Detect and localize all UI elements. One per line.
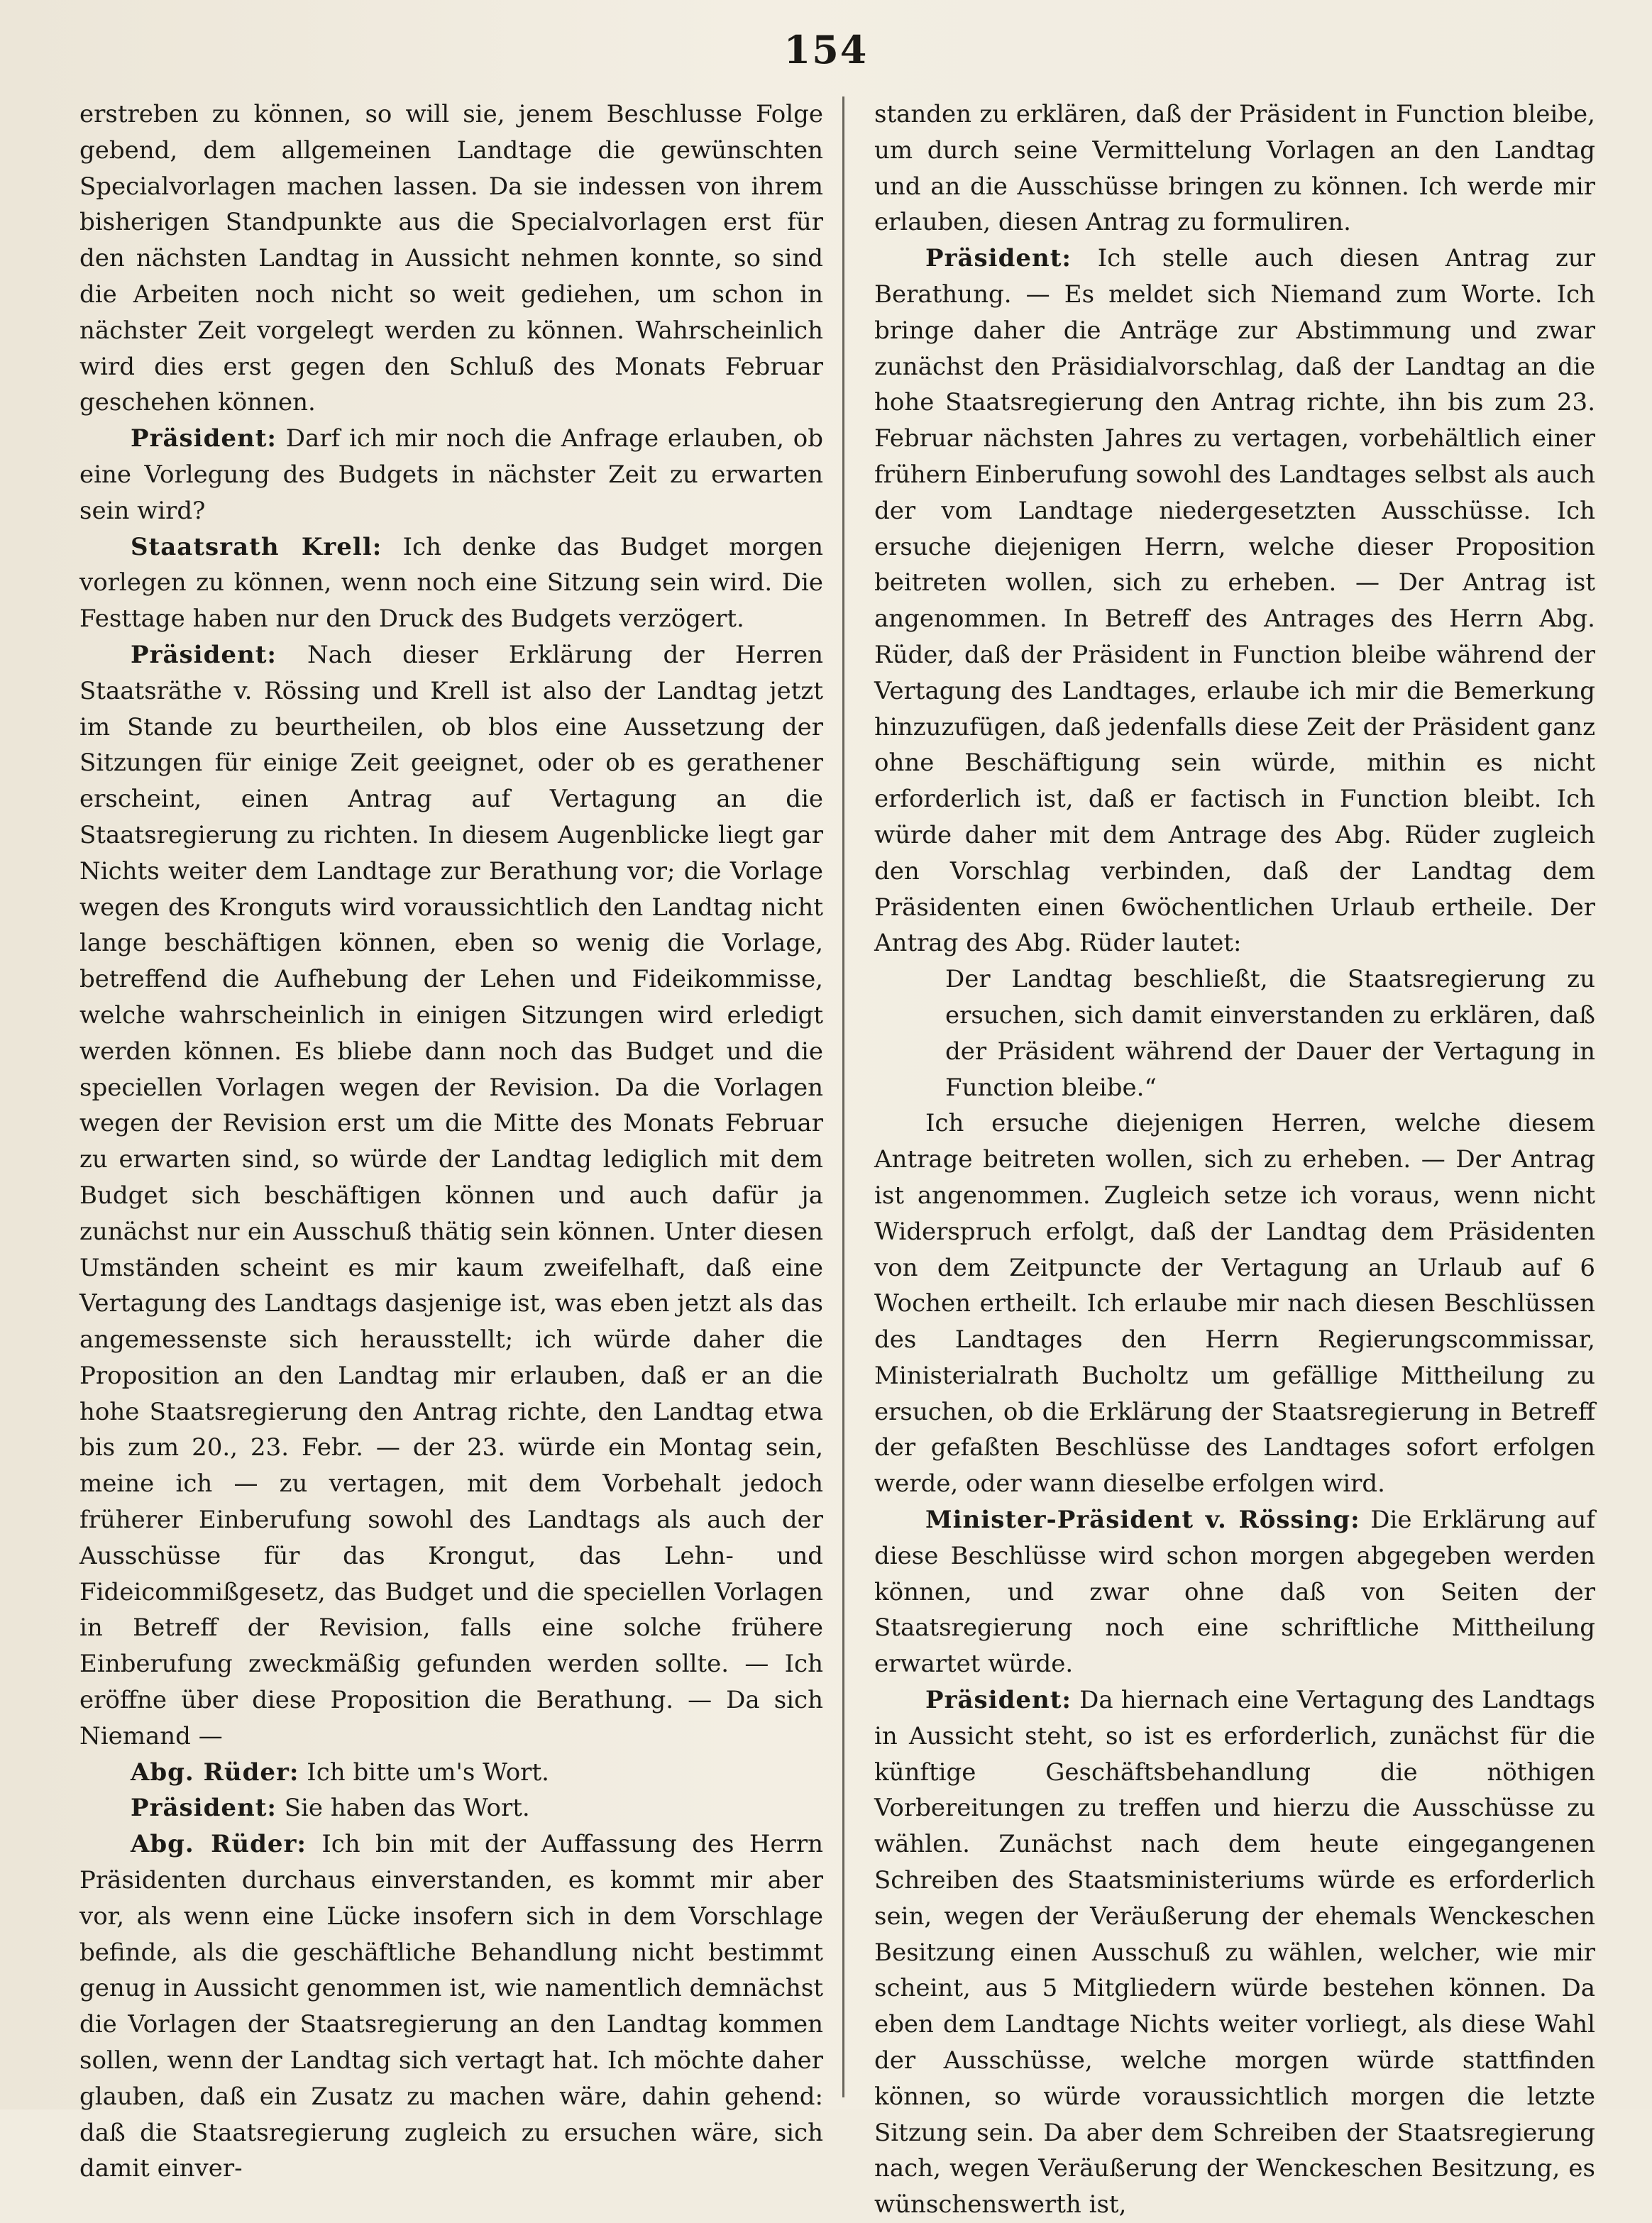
paragraph-text: erstreben zu können, so will sie, jenem Beschlusse Folge gebend, dem allgemeinen Landtage die gewünschten Specialvorlagen machen lassen. Da sie indessen von ihrem bisherigen Standpunkte aus die Specialvorlagen erst für den nächsten Landtag in Aussicht nehmen konnte, so sind die Arbeiten noch nicht so weit gediehen, um schon in nächster Zeit vorgelegt werden zu können. Wahrscheinlich wird dies erst gegen den Schluß des Monats Februar geschehen können. xyxy=(79,100,823,417)
right-column xyxy=(874,96,1595,2219)
paragraph-text: Nach dieser Erklärung der Herren Staatsräthe v. Rössing und Krell ist also der Landtag jetzt im Stande zu beurtheilen, ob blos eine Aussetzung der Sitzungen für einige Zeit geeignet, oder ob es gerathener erscheint, einen Antrag auf Vertagung an die Staatsregierung zu richten. In diesem Augenblicke liegt gar Nichts weiter dem Landtage zur Berathung vor; die Vorlage wegen des Kronguts wird voraussichtlich den Landtag nicht lange beschäftigen können, eben so wenig die Vorlage, betreffend die Aufhebung der Lehen und Fideikommisse, welche wahrscheinlich in einigen Sitzungen wird erledigt werden können. Es bliebe dann noch das Budget und die speciellen Vorlagen wegen der Revision. Da die Vorlagen wegen der Revision erst um die Mitte des Monats Februar zu erwarten sind, so würde der Landtag lediglich mit dem Budget sich beschäftigen können und auch dafür ja zunächst nur ein Ausschuß thätig sein können. Unter diesen Umständen scheint es mir kaum zweifelhaft, daß eine Vertagung des Landtags dasjenige ist, was eben jetzt als das angemessenste sich herausstellt; ich würde daher die Proposition an den Landtag mir erlauben, daß er an die hohe Staatsregierung den Antrag richte, den Landtag etwa bis zum 20., 23. Febr. — der 23. würde ein Montag sein, meine ich — zu vertagen, mit dem Vorbehalt jedoch früherer Einberufung sowohl des Landtags als auch der Ausschüsse für das Krongut, das Lehn- und Fideicommißgesetz, das Budget und die speciellen Vorlagen in Betreff der Revision, falls eine solche frühere Einberufung zweckmäßig gefunden werden sollte. — Ich eröffne über diese Proposition die Berathung. — Da sich Niemand — xyxy=(79,640,823,1750)
paragraph-text: Ich stelle auch diesen Antrag zur Berathung. — Es meldet sich Niemand zum Worte. Ich bringe daher die Anträge zur Abstimmung und zwar zunächst den Präsidialvorschlag, daß der Landtag an die hohe Staatsregierung den Antrag richte, ihn bis zum 23. Februar nächsten Jahres zu vertagen, vorbehältlich einer frühern Einberufung sowohl des Landtages selbst als auch der vom Landtage niedergesetzten Ausschüsse. Ich ersuche diejenigen Herrn, welche dieser Proposition beitreten wollen, sich zu erheben. — Der Antrag ist angenommen. In Betreff des Antrages des Herrn Abg. Rüder, daß der Präsident in Function bleibe während der Vertagung des Landtages, erlaube ich mir die Bemerkung hinzuzufügen, daß jedenfalls diese Zeit der Präsident ganz ohne Beschäftigung sein würde, mithin es nicht erforderlich ist, daß er factisch in Function bleibt. Ich würde daher mit dem Antrage des Abg. Rüder zugleich den Vorschlag verbinden, daß der Landtag dem Präsidenten einen 6wöchentlichen Urlaub ertheile. Der Antrag des Abg. Rüder lautet: xyxy=(874,244,1595,958)
quoted-motion xyxy=(945,961,1595,1105)
speech-paragraph xyxy=(79,421,823,529)
paragraph-text: Die Erklärung auf diese Beschlüsse wird schon morgen abgegeben werden können, und zwar ohne daß von Seiten der Staatsregierung noch eine schriftliche Mittheilung erwartet würde. xyxy=(874,1506,1595,1679)
speech-paragraph xyxy=(79,1826,823,2187)
paragraph-text: standen zu erklären, daß der Präsident in Function bleibe, um durch seine Vermittelung Vorlagen an den Landtag und an die Ausschüsse bringen zu können. Ich werde mir erlauben, diesen Antrag zu formuliren. xyxy=(874,100,1595,237)
speaker-name: Präsident: xyxy=(131,640,277,669)
speech-paragraph xyxy=(79,1790,823,1826)
paragraph-text: Der Landtag beschließt, die Staatsregierung zu ersuchen, sich damit einverstanden zu erklären, daß der Präsident während der Dauer der Vertagung in Function bleibe.“ xyxy=(945,965,1595,1102)
speaker-name: Präsident: xyxy=(131,424,277,453)
speech-paragraph xyxy=(874,241,1595,961)
text-paragraph xyxy=(874,1105,1595,1502)
paragraph-text: Ich bitte um's Wort. xyxy=(307,1758,549,1787)
speaker-name: Abg. Rüder: xyxy=(131,1758,299,1787)
paragraph-text: Darf ich mir noch die Anfrage erlauben, ob eine Vorlegung des Budgets in nächster Zeit zu erwarten sein wird? xyxy=(79,424,823,525)
text-paragraph xyxy=(79,96,823,421)
speech-paragraph xyxy=(874,1682,1595,2223)
speech-paragraph xyxy=(874,1502,1595,1682)
speech-paragraph xyxy=(79,529,823,637)
left-column xyxy=(79,96,824,2183)
speech-paragraph xyxy=(79,1755,823,1791)
speech-paragraph xyxy=(79,637,823,1755)
speaker-name: Minister-Präsident v. Rössing: xyxy=(925,1506,1360,1535)
paragraph-text: Ich bin mit der Auffassung des Herrn Präsidenten durchaus einverstanden, es kommt mir aber vor, als wenn eine Lücke insofern sich in dem Vorschlage befinde, als die geschäftliche Behandlung nicht bestimmt genug in Aussicht genommen ist, wie namentlich demnächst die Vorlagen der Staatsregierung an den Landtag kommen sollen, wenn der Landtag sich vertagt hat. Ich möchte daher glauben, daß ein Zusatz zu machen wäre, dahin gehend: daß die Staatsregierung zugleich zu ersuchen wäre, sich damit einver- xyxy=(79,1830,824,2183)
speaker-name: Präsident: xyxy=(925,244,1072,273)
speaker-name: Präsident: xyxy=(925,1686,1072,1715)
paragraph-text: Da hiernach eine Vertagung des Landtags in Aussicht steht, so ist es erforderlich, zunächst für die künftige Geschäftsbehandlung die nöthigen Vorbereitungen zu treffen und hierzu die Ausschüsse zu wählen. Zunächst nach dem heute eingegangenen Schreiben des Staatsministeriums würde es erforderlich sein, wegen der Veräußerung der ehemals Wenckeschen Besitzung einen Ausschuß zu wählen, welcher, wie mir scheint, aus 5 Mitgliedern würde bestehen können. Da eben dem Landtage Nichts weiter vorliegt, als diese Wahl der Ausschüsse, welche morgen würde stattfinden können, so würde voraussichtlich morgen die letzte Sitzung sein. Da aber dem Schreiben der Staatsregierung nach, wegen Veräußerung der Wenckeschen Besitzung, es wünschenswerth ist, xyxy=(874,1686,1595,2219)
speaker-name: Präsident: xyxy=(131,1794,277,1823)
column-divider xyxy=(842,96,844,2097)
paragraph-text: Sie haben das Wort. xyxy=(284,1794,530,1823)
page-number: 154 xyxy=(783,27,869,72)
text-paragraph xyxy=(874,96,1595,241)
paragraph-text: Ich ersuche diejenigen Herren, welche diesem Antrage beitreten wollen, sich zu erheben. — Der Antrag ist angenommen. Zugleich setze ich voraus, wenn nicht Widerspruch erfolgt, daß der Landtag dem Präsidenten von dem Zeitpuncte der Vertagung an Urlaub auf 6 Wochen ertheilt. Ich erlaube mir nach diesen Beschlüssen des Landtages den Herrn Regierungscommissar, Ministerialrath Bucholtz um gefällige Mittheilung zu ersuchen, ob die Erklärung der Staatsregierung in Betreff der gefaßten Beschlüsse des Landtages sofort erfolgen werde, oder wann dieselbe erfolgen wird. xyxy=(874,1109,1595,1499)
speaker-name: Abg. Rüder: xyxy=(131,1830,307,1859)
speaker-name: Staatsrath Krell: xyxy=(131,532,382,561)
paragraph-text: Ich denke das Budget morgen vorlegen zu können, wenn noch eine Sitzung sein wird. Die Festtage haben nur den Druck des Budgets verzögert. xyxy=(79,532,823,634)
